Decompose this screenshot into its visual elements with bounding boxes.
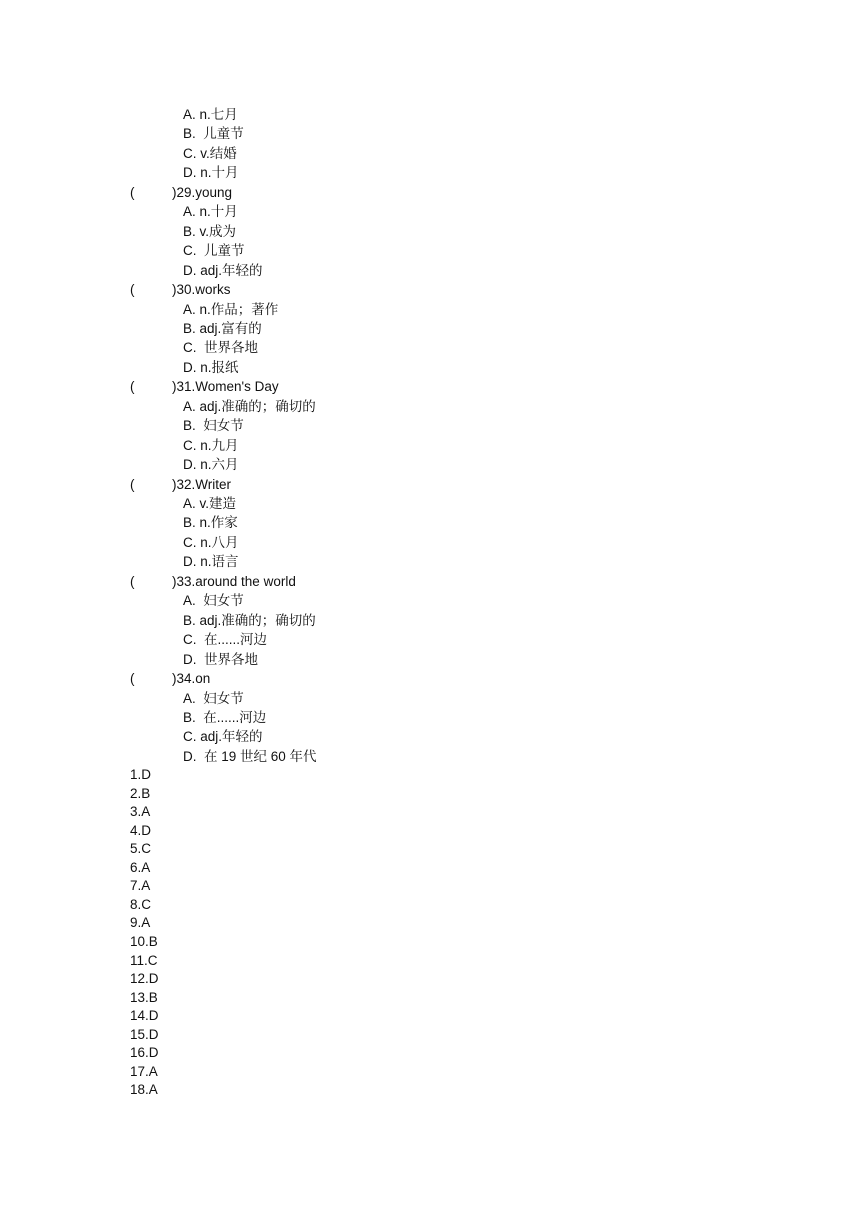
option-item: A. n.十月 (183, 204, 238, 220)
option-item: B. n.作家 (183, 515, 238, 531)
option-item: A. 妇女节 (183, 593, 244, 609)
answer-item: 11.C (130, 952, 158, 968)
option-item: B. adj.富有的 (183, 320, 262, 336)
answer-item: 6.A (130, 859, 151, 875)
option-item: B. adj.准确的；确切的 (183, 612, 316, 628)
answer-item: 5.C (130, 841, 152, 857)
option-item: C. 世界各地 (183, 340, 259, 356)
question-text: )31.Women's Day (172, 379, 279, 395)
option-item: D. n.十月 (183, 165, 239, 181)
option-item: D. adj.年轻的 (183, 262, 263, 278)
option-item: B. 妇女节 (183, 418, 244, 434)
answer-item: 15.D (130, 1026, 159, 1042)
option-item: A. n.作品；著作 (183, 301, 279, 317)
question-bracket: ( (130, 573, 135, 589)
option-item: C. 儿童节 (183, 243, 245, 259)
answer-item: 7.A (130, 878, 151, 894)
option-item: D. n.六月 (183, 457, 239, 473)
option-item: C. v.结婚 (183, 145, 237, 161)
answer-item: 8.C (130, 896, 152, 912)
option-item: A. 妇女节 (183, 690, 244, 706)
question-text: )30.works (172, 282, 231, 298)
question-bracket: ( (130, 671, 135, 687)
option-item: D. n.语言 (183, 554, 239, 570)
answer-item: 10.B (130, 933, 158, 949)
answer-item: 13.B (130, 989, 158, 1005)
question-bracket: ( (130, 476, 135, 492)
option-item: C. n.九月 (183, 437, 239, 453)
option-item: D. 世界各地 (183, 651, 259, 667)
answer-item: 1.D (130, 767, 152, 782)
option-item: A. v.建造 (183, 496, 237, 511)
question-text: )32.Writer (172, 476, 232, 492)
question-text: )34.on (172, 671, 211, 687)
option-item: C. adj.年轻的 (183, 729, 263, 745)
answer-item: 2.B (130, 785, 151, 801)
answer-item: 14.D (130, 1008, 159, 1024)
question-bracket: ( (130, 282, 135, 298)
answer-item: 9.A (130, 915, 151, 931)
answer-item: 12.D (130, 971, 159, 987)
answer-item: 17.A (130, 1063, 158, 1079)
option-item: A. n.七月 (183, 107, 238, 122)
question-bracket: ( (130, 184, 135, 200)
option-item: B. v.成为 (183, 223, 237, 239)
option-item: B. 儿童节 (183, 126, 244, 142)
answer-item: 3.A (130, 804, 151, 820)
option-item: C. n.八月 (183, 534, 239, 550)
option-item: D. 在 19 世纪 60 年代 (183, 748, 317, 764)
answer-item: 16.D (130, 1045, 159, 1061)
answer-item: 4.D (130, 822, 152, 838)
answer-item: 18.A (130, 1082, 158, 1098)
option-item: C. 在......河边 (183, 632, 268, 648)
option-item: A. adj.准确的；确切的 (183, 398, 316, 414)
question-text: )29.young (172, 184, 233, 200)
option-item: B. 在......河边 (183, 709, 267, 725)
question-text: )33.around the world (172, 573, 296, 589)
option-item: D. n.报纸 (183, 359, 239, 375)
question-bracket: ( (130, 379, 135, 395)
